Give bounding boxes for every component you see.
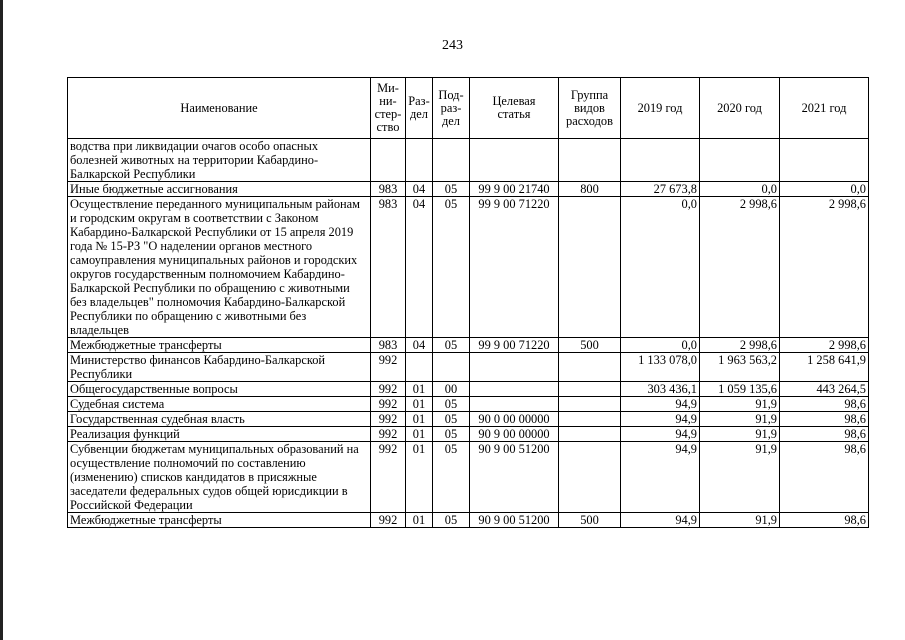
cell-ministry [371, 139, 406, 182]
cell-target [470, 397, 559, 412]
cell-ministry: 992 [371, 427, 406, 442]
cell-2021 [780, 139, 869, 182]
cell-group [559, 397, 621, 412]
cell-2021: 443 264,5 [780, 382, 869, 397]
cell-section: 01 [406, 382, 433, 397]
cell-2020: 91,9 [700, 397, 780, 412]
cell-target: 99 9 00 21740 [470, 182, 559, 197]
cell-group: 500 [559, 338, 621, 353]
cell-group: 800 [559, 182, 621, 197]
cell-2019: 0,0 [621, 338, 700, 353]
cell-name: Межбюджетные трансферты [68, 338, 371, 353]
cell-2020: 91,9 [700, 442, 780, 513]
cell-name: Межбюджетные трансферты [68, 513, 371, 528]
cell-group [559, 139, 621, 182]
cell-name: Общегосударственные вопросы [68, 382, 371, 397]
col-name-header: Наименование [68, 78, 371, 139]
cell-section: 01 [406, 412, 433, 427]
cell-group [559, 412, 621, 427]
col-section-header: Раз- дел [406, 78, 433, 139]
table-row [68, 382, 869, 397]
cell-2020: 91,9 [700, 427, 780, 442]
cell-group [559, 197, 621, 338]
cell-section [406, 139, 433, 182]
cell-section: 01 [406, 442, 433, 513]
cell-section: 04 [406, 182, 433, 197]
cell-2020: 91,9 [700, 412, 780, 427]
cell-ministry: 992 [371, 412, 406, 427]
table-row [68, 513, 869, 528]
cell-ministry: 983 [371, 197, 406, 338]
cell-2020: 1 963 563,2 [700, 353, 780, 382]
table-row [68, 353, 869, 382]
cell-subsection: 05 [433, 412, 470, 427]
col-group-header: Группа видов расходов [559, 78, 621, 139]
cell-2020 [700, 139, 780, 182]
cell-2020: 2 998,6 [700, 197, 780, 338]
cell-ministry: 983 [371, 338, 406, 353]
cell-section: 01 [406, 513, 433, 528]
cell-2019: 0,0 [621, 197, 700, 338]
cell-name: Реализация функций [68, 427, 371, 442]
cell-name: Субвенции бюджетам муниципальных образований на осуществление полномочий по составлению (изменению) списков кандидатов в присяжные заседатели федеральных судов общей юрисдикции в Российской Федерации [68, 442, 371, 513]
budget-table [67, 77, 869, 528]
cell-ministry: 992 [371, 353, 406, 382]
cell-ministry: 992 [371, 513, 406, 528]
cell-2020: 1 059 135,6 [700, 382, 780, 397]
cell-subsection [433, 139, 470, 182]
cell-2019: 94,9 [621, 397, 700, 412]
cell-2021: 2 998,6 [780, 197, 869, 338]
table-row [68, 139, 869, 182]
cell-2019: 94,9 [621, 427, 700, 442]
cell-group [559, 442, 621, 513]
cell-section: 04 [406, 338, 433, 353]
cell-name: Иные бюджетные ассигнования [68, 182, 371, 197]
cell-2021: 2 998,6 [780, 338, 869, 353]
cell-name: Министерство финансов Кабардино-Балкарской Республики [68, 353, 371, 382]
cell-subsection: 05 [433, 442, 470, 513]
cell-target [470, 353, 559, 382]
col-ministry-header: Ми- ни- стер- ство [371, 78, 406, 139]
cell-2019: 27 673,8 [621, 182, 700, 197]
col-2021-header: 2021 год [780, 78, 869, 139]
cell-ministry: 992 [371, 442, 406, 513]
table-row [68, 397, 869, 412]
col-target-header: Целевая статья [470, 78, 559, 139]
cell-group [559, 427, 621, 442]
cell-2019: 94,9 [621, 513, 700, 528]
cell-section: 01 [406, 397, 433, 412]
table-row [68, 442, 869, 513]
col-2019-header: 2019 год [621, 78, 700, 139]
cell-ministry: 983 [371, 182, 406, 197]
cell-2021: 98,6 [780, 513, 869, 528]
cell-subsection [433, 353, 470, 382]
cell-target: 90 9 00 00000 [470, 427, 559, 442]
cell-subsection: 05 [433, 182, 470, 197]
cell-group [559, 353, 621, 382]
cell-target [470, 139, 559, 182]
cell-target: 90 0 00 00000 [470, 412, 559, 427]
cell-subsection: 05 [433, 197, 470, 338]
cell-subsection: 05 [433, 397, 470, 412]
table-body [68, 139, 869, 528]
cell-section [406, 353, 433, 382]
cell-group: 500 [559, 513, 621, 528]
table-row [68, 412, 869, 427]
cell-target [470, 382, 559, 397]
col-2020-header: 2020 год [700, 78, 780, 139]
cell-target: 90 9 00 51200 [470, 442, 559, 513]
cell-section: 04 [406, 197, 433, 338]
cell-target: 99 9 00 71220 [470, 197, 559, 338]
col-subsection-header: Под- раз- дел [433, 78, 470, 139]
cell-name: водства при ликвидации очагов особо опасных болезней животных на территории Кабардино-Балкарской Республики [68, 139, 371, 182]
cell-subsection: 00 [433, 382, 470, 397]
cell-ministry: 992 [371, 397, 406, 412]
table-row [68, 182, 869, 197]
cell-2019 [621, 139, 700, 182]
cell-2019: 94,9 [621, 412, 700, 427]
table-row [68, 197, 869, 338]
cell-2020: 2 998,6 [700, 338, 780, 353]
cell-target: 99 9 00 71220 [470, 338, 559, 353]
cell-2019: 1 133 078,0 [621, 353, 700, 382]
cell-2021: 0,0 [780, 182, 869, 197]
cell-target: 90 9 00 51200 [470, 513, 559, 528]
cell-name: Судебная система [68, 397, 371, 412]
cell-2021: 98,6 [780, 427, 869, 442]
cell-2021: 98,6 [780, 397, 869, 412]
cell-ministry: 992 [371, 382, 406, 397]
cell-2020: 91,9 [700, 513, 780, 528]
cell-2019: 94,9 [621, 442, 700, 513]
table-row [68, 338, 869, 353]
cell-section: 01 [406, 427, 433, 442]
cell-name: Осуществление переданного муниципальным районам и городским округам в соответствии с Законом Кабардино-Балкарской Республики от 15 апреля 2019 года № 15-РЗ "О наделении органов местного самоуправления муниципальных районов и городских округов государственным полномочием Кабардино-Балкарской Республики по обращению с животными без владельцев" полномочия Кабардино-Балкарской Республики по обращению с животными без владельцев [68, 197, 371, 338]
table-row [68, 427, 869, 442]
cell-2021: 1 258 641,9 [780, 353, 869, 382]
table-header-row [68, 78, 869, 139]
cell-2020: 0,0 [700, 182, 780, 197]
cell-subsection: 05 [433, 513, 470, 528]
cell-subsection: 05 [433, 427, 470, 442]
cell-subsection: 05 [433, 338, 470, 353]
cell-2021: 98,6 [780, 412, 869, 427]
page-number: 243 [442, 38, 463, 53]
cell-name: Государственная судебная власть [68, 412, 371, 427]
cell-2019: 303 436,1 [621, 382, 700, 397]
cell-group [559, 382, 621, 397]
cell-2021: 98,6 [780, 442, 869, 513]
page-edge-bar [0, 0, 3, 640]
